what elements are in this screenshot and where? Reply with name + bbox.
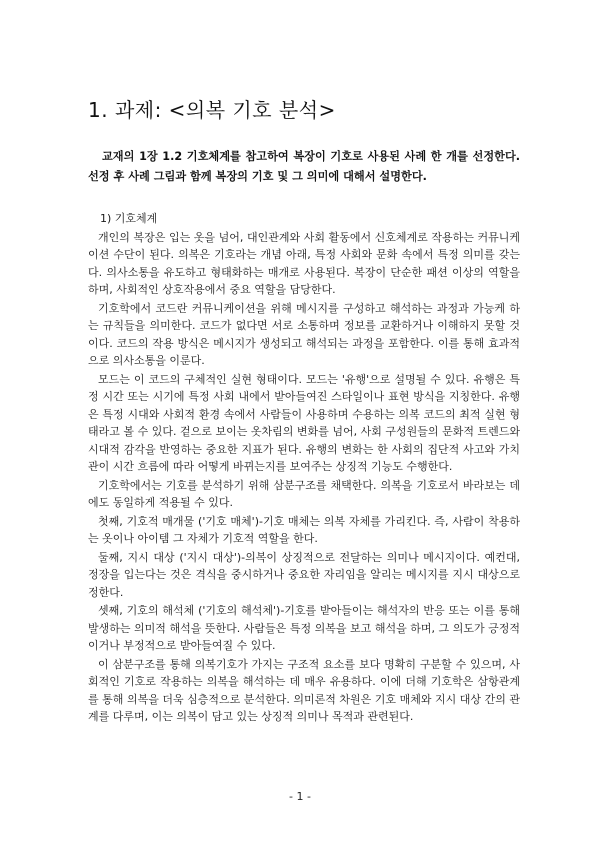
document-body — [88, 210, 520, 727]
paragraph-code: 기호학에서 코드란 커뮤니케이션을 위해 메시지를 구성하고 해석하는 과정과 가능케 하는 규칙들을 의미한다. 코드가 없다면 서로 소통하며 정보를 교환하거나 이해하지 못할 것이다. 코드의 작용 방식은 메시지가 생성되고 해석되는 과정을 포함한다. 이를 통해 효과적으로 의사소통을 이룬다. — [88, 301, 520, 367]
page-title: 1. 과제: <의복 기호 분석> — [88, 98, 336, 122]
paragraph-triadic-structure: 기호학에서는 기호를 분석하기 위해 삼분구조를 채택한다. 의복을 기호로서 바라보는 데에도 동일하게 적용될 수 있다. — [88, 478, 520, 509]
assignment-instructions: 교재의 1장 1.2 기호체계를 참고하여 복장이 기호로 사용된 사례 한 개를 선정한다. 선정 후 사례 그림과 함께 복장의 기호 및 그 의미에 대해서 설명한다. — [88, 150, 520, 183]
page-number: - 1 - — [289, 790, 311, 803]
paragraph-mode: 모드는 이 코드의 구체적인 실현 형태이다. 모드는 '유행'으로 설명될 수 있다. 유행은 특정 시간 또는 시기에 특정 사회 내에서 받아들여진 스타일이나 표현 방식을 지칭한다. 유행은 특정 시대와 사회적 환경 속에서 사람들이 사용하며 수용하는 의복 코드의 최적 실현 형태라고 볼 수 있다. 겉으로 보이는 옷차림의 변화를 넘어, 사회 구성원들의 문화적 트렌드와 시대적 감각을 반영하는 중요한 지표가 된다. 유행의 변화는 한 사회의 집단적 사고와 가치관이 시간 흐름에 따라 어떻게 바뀌는지를 보여주는 상징적 기능도 수행한다. — [88, 372, 520, 473]
paragraph-intro: 개인의 복장은 입는 옷을 넘어, 대인관계와 사회 활동에서 신호체계로 작용하는 커뮤니케이션 수단이 된다. 의복은 기호라는 개념 아래, 특정 사회와 문화 속에서 특정 의미를 갖는다. 의사소통을 유도하고 형태화하는 매개로 사용된다. 복장이 단순한 패션 이상의 역할을 하며, 사회적인 상호작용에서 중요 역할을 담당한다. — [88, 230, 520, 296]
paragraph-third: 셋째, 기호의 해석체 ('기호의 해석체')-기호를 받아들이는 해석자의 반응 또는 이를 통해 발생하는 의미적 해석을 뜻한다. 사람들은 특정 의복을 보고 해석을 하며, 그 의도가 긍정적이거나 부정적으로 받아들여질 수 있다. — [88, 604, 520, 652]
paragraph-conclusion: 이 삼분구조를 통해 의복기호가 가지는 구조적 요소를 보다 명확히 구분할 수 있으며, 사회적인 기호로 작용하는 의복을 해석하는 데 매우 유용하다. 이에 더해 기호학은 삼항관계를 통해 의복을 더욱 심층적으로 분석한다. 의미론적 차원은 기호 매체와 지시 대상 간의 관계를 다루며, 이는 의복이 담고 있는 상징적 의미나 목적과 관련된다. — [88, 657, 520, 723]
paragraph-second: 둘째, 지시 대상 ('지시 대상')-의복이 상징적으로 전달하는 의미나 메시지이다. 예컨대, 정장을 입는다는 것은 격식을 중시하거나 중요한 자리임을 알리는 메시지를 지시 대상으로 정한다. — [88, 550, 520, 599]
paragraph-first: 첫째, 기호적 매개물 ('기호 매체')-기호 매체는 의복 자체를 가리킨다. 즉, 사람이 착용하는 옷이나 아이템 그 자체가 기호적 역할을 한다. — [88, 514, 520, 545]
section-heading: 1) 기호체계 — [100, 212, 158, 225]
